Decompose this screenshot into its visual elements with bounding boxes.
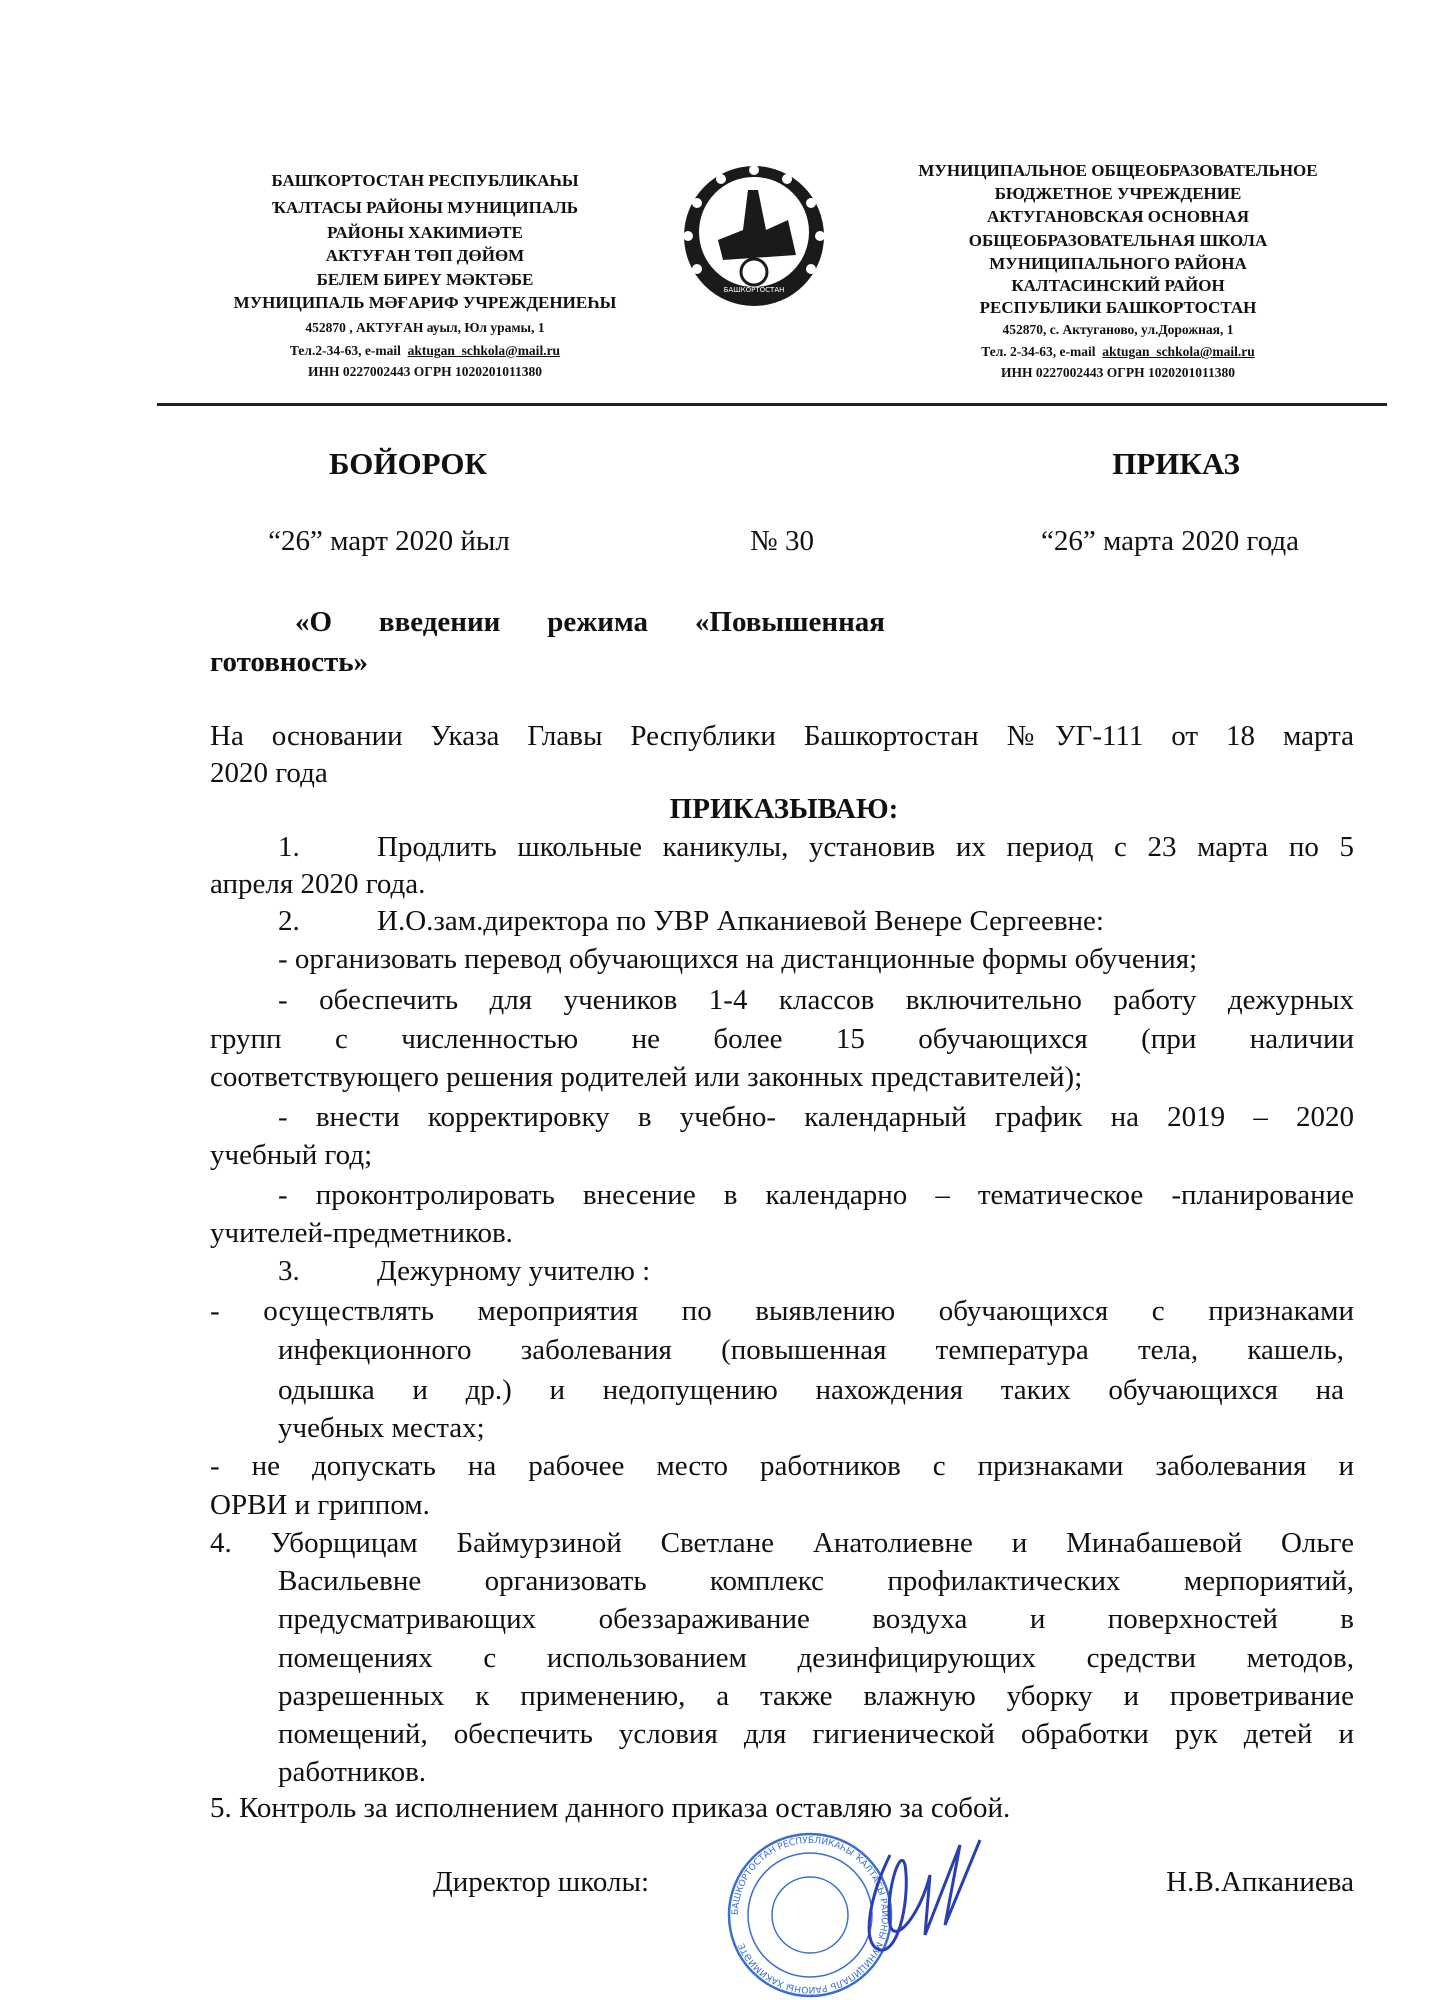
body-line: Дежурному учителю :: [377, 1255, 651, 1287]
body-line: - не допускать на рабочее место работников с признаками заболевания и: [210, 1450, 1354, 1482]
header-right-line: БЮДЖЕТНОЕ УЧРЕЖДЕНИЕ: [994, 184, 1242, 203]
header-left-contacts: [290, 341, 560, 361]
body-line: Васильевне организовать комплекс профилактических мерпориятий,: [278, 1565, 1354, 1597]
body-line: одышка и др.) и недопущению нахождения таких обучающихся на: [278, 1374, 1344, 1406]
order-word: ПРИКАЗЫВАЮ:: [669, 793, 899, 825]
header-divider: [157, 403, 1387, 406]
phone: Тел.2-34-63, e-mail: [289, 343, 401, 358]
body-line: - организовать перевод обучающихся на дистанционные формы обучения;: [278, 943, 1198, 975]
email-link[interactable]: aktugan_schkola@mail.ru: [1102, 344, 1255, 359]
body-line: соответствующего решения родителей или законных представителей);: [210, 1061, 1083, 1093]
body-line: 5. Контроль за исполнением данного приказа оставляю за собой.: [210, 1792, 1011, 1824]
header-right-line: РЕСПУБЛИКИ БАШКОРТОСТАН: [979, 298, 1257, 317]
header-right-line: МУНИЦИПАЛЬНОГО РАЙОНА: [989, 254, 1247, 273]
doc-type-bashkir: БОЙОРОК: [329, 446, 487, 481]
header-right-contacts: [981, 342, 1255, 362]
body-line: 4. Уборщицам Баймурзиной Светлане Анатолиевне и Минабашевой Ольге: [210, 1527, 1354, 1559]
header-left-line: БАШҠОРТОСТАН РЕСПУБЛИКАҺЫ: [271, 171, 579, 190]
date-russian: “26” марта 2020 года: [1041, 525, 1299, 557]
order-title-cont: готовность»: [210, 646, 369, 678]
header-left-ids: ИНН 0227002443 ОГРН 1020201011380: [308, 364, 542, 379]
body-line: разрешенных к применению, а также влажную уборку и проветривание: [278, 1680, 1354, 1712]
body-line: учебный год;: [210, 1139, 373, 1171]
body-line: ОРВИ и гриппом.: [210, 1489, 430, 1521]
header-right-line: КАЛТАСИНСКИЙ РАЙОН: [1011, 276, 1225, 295]
signature: [850, 1835, 990, 1965]
body-line: работников.: [278, 1756, 427, 1788]
phone: Тел. 2-34-63, e-mail: [981, 344, 1096, 359]
body-line: инфекционного заболевания (повышенная температура тела, кашель,: [278, 1334, 1344, 1366]
header-right-ids: ИНН 0227002443 ОГРН 1020201011380: [1001, 365, 1235, 380]
body-line: - обеспечить для учеников 1-4 классов включительно работу дежурных: [278, 984, 1354, 1016]
header-left-address: 452870 , АКТУҒАН ауыл, Юл урамы, 1: [305, 320, 545, 335]
header-right-line: ОБЩЕОБРАЗОВАТЕЛЬНАЯ ШКОЛА: [968, 231, 1268, 250]
body-line: - внести корректировку в учебно- календарный график на 2019 – 2020: [278, 1101, 1354, 1133]
body-line: И.О.зам.директора по УВР Апканиевой Венере Сергеевне:: [377, 905, 1104, 937]
emblem-text: БАШКОРТОСТАН: [723, 286, 785, 294]
header-left-line: МУНИЦИПАЛЬ МӘҒАРИФ УЧРЕЖДЕНИЕҺЫ: [233, 293, 617, 312]
doc-type-russian: ПРИКАЗ: [1112, 446, 1240, 481]
body-line: групп с численностью не более 15 обучающихся (при наличии: [210, 1023, 1354, 1055]
header-left-line: БЕЛЕМ БИРЕҮ МӘКТӘБЕ: [316, 270, 534, 289]
item-number: 3.: [278, 1255, 300, 1287]
item-number: 1.: [278, 831, 300, 863]
body-line: помещениях с использованием дезинфицирующих средстви методов,: [278, 1642, 1354, 1674]
body-line: - осуществлять мероприятия по выявлению обучающихся с признаками: [210, 1295, 1354, 1327]
stamp-text: БАШКОРТОСТАН РЕСПУБЛИКАҺЫ ҠАЛТАСЫ РАЙОНЫ МУНИЦИПАЛЬ РАЙОНЫ ХАКИМИӘТЕ: [730, 1835, 890, 1995]
header-right-line: МУНИЦИПАЛЬНОЕ ОБЩЕОБРАЗОВАТЕЛЬНОЕ: [918, 161, 1318, 180]
body-line: 2020 года: [210, 757, 328, 789]
date-bashkir: “26” март 2020 йыл: [268, 525, 510, 557]
body-line: учебных местах;: [278, 1412, 485, 1444]
order-number: № 30: [750, 525, 814, 557]
header-right-line: АКТУГАНОВСКАЯ ОСНОВНАЯ: [986, 207, 1250, 226]
body-line: Продлить школьные каникулы, установив их период с 23 марта по 5: [377, 831, 1354, 863]
emblem-logo: [678, 160, 830, 312]
order-title: «О введении режима «Повышенная: [295, 606, 885, 638]
body-line: - проконтролировать внесение в календарно – тематическое -планирование: [278, 1179, 1354, 1211]
header-left-line: ҠАЛТАСЫ РАЙОНЫ МУНИЦИПАЛЬ: [271, 198, 579, 217]
body-line: помещений, обеспечить условия для гигиенической обработки рук детей и: [278, 1718, 1354, 1750]
signer-name: Н.В.Апканиева: [1166, 1866, 1354, 1898]
header-left-line: АКТУҒАН ТӨП ДӨЙӨМ: [325, 246, 525, 265]
item-number: 2.: [278, 905, 300, 937]
email-link[interactable]: aktugan_schkola@mail.ru: [407, 343, 561, 358]
body-line: апреля 2020 года.: [210, 868, 426, 900]
body-line: На основании Указа Главы Республики Башкортостан №УГ-111 от 18 марта: [210, 720, 1354, 752]
signer-title: Директор школы:: [433, 1866, 649, 1898]
header-right-address: 452870, с. Актуганово, ул.Дорожная, 1: [1002, 322, 1234, 337]
body-line: предусматривающих обеззараживание воздуха и поверхностей в: [278, 1603, 1354, 1635]
header-left-line: РАЙОНЫ ХАКИМИӘТЕ: [327, 223, 523, 242]
body-line: учителей-предметников.: [210, 1217, 513, 1249]
